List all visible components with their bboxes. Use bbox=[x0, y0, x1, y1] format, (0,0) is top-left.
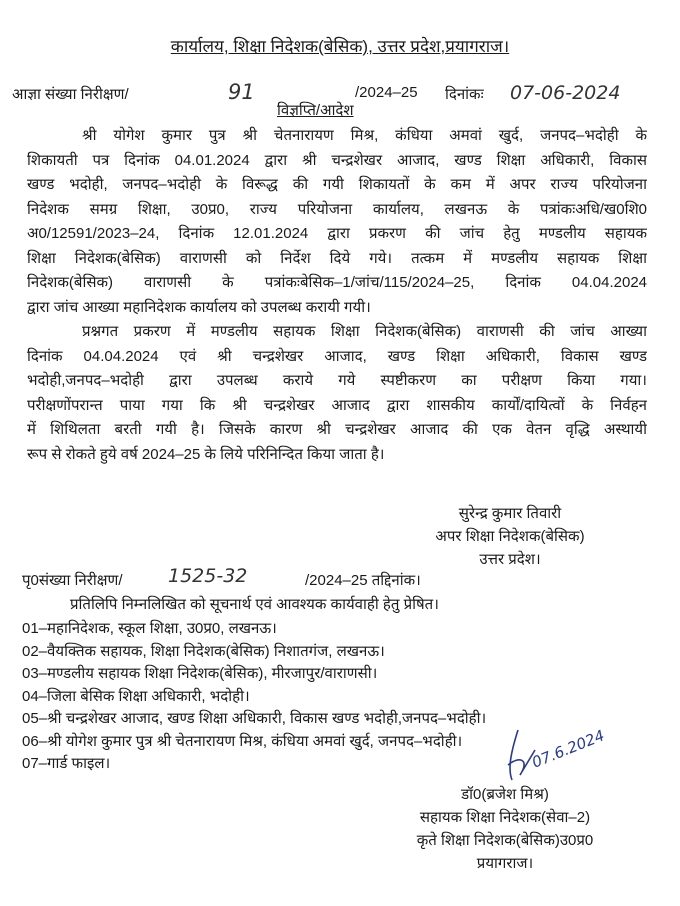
list-item: 04–जिला बेसिक शिक्षा अधिकारी, भदोही। bbox=[22, 687, 250, 705]
copy-intro: प्रतिलिपि निम्नलिखित को सूचनार्थ एवं आवश्यक कार्यवाही हेतु प्रेषित। bbox=[70, 596, 439, 613]
signatory-name: डॉ0(ब्रजेश मिश्र) bbox=[461, 786, 549, 803]
paragraph-line: दिनांक 04.04.2024 एवं श्री चन्द्रशेखर आजाद, खण्ड शिक्षा अधिकारी, विकास खण्ड bbox=[27, 347, 647, 365]
list-item: 07–गार्ड फाइल। bbox=[22, 755, 111, 772]
order-prefix: आज्ञा संख्या निरीक्षण/ bbox=[12, 86, 129, 103]
signatory-designation: अपर शिक्षा निदेशक(बेसिक) bbox=[435, 528, 585, 545]
office-title bbox=[0, 34, 680, 57]
paragraph-line: द्वारा जांच आख्या महानिदेशक कार्यालय को उपलब्ध करायी गयी। bbox=[27, 298, 371, 316]
order-date: 07-06-2024 bbox=[510, 82, 621, 104]
notice-heading: विज्ञप्ति/आदेश bbox=[277, 102, 354, 119]
paragraph-line: निदेशक समग्र शिक्षा, उ0प्र0, राज्य परियोजना कार्यालय, लखनऊ के पत्रांकःअधि/ख0शि0 bbox=[27, 200, 647, 218]
signatory-designation: सहायक शिक्षा निदेशक(सेवा–2) bbox=[419, 809, 591, 826]
office-title-text: कार्यालय, शिक्षा निदेशक(बेसिक), उत्तर प्रदेश,प्रयागराज। bbox=[170, 37, 510, 56]
list-item: 01–महानिदेशक, स्कूल शिक्षा, उ0प्र0, लखनऊ। bbox=[22, 620, 277, 637]
signatory-state: उत्तर प्रदेश। bbox=[479, 551, 541, 568]
order-number: 91 bbox=[228, 80, 255, 104]
paragraph-line: निदेशक(बेसिक) वाराणसी के पत्रांकःबेसिक–1/जांच/115/2024–25, दिनांक 04.04.2024 bbox=[27, 274, 647, 291]
list-item: 06–श्री योगेश कुमार पुत्र श्री चेतनारायण मिश्र, कंधिया अमवां खुर्द, जनपद–भदोही। bbox=[22, 732, 463, 750]
signatory-block-2 bbox=[390, 783, 620, 875]
date-label: दिनांकः bbox=[445, 86, 484, 103]
signatory-name: सुरेन्द्र कुमार तिवारी bbox=[458, 505, 562, 522]
copy-prefix: पृ0संख्या निरीक्षण/ bbox=[22, 572, 123, 589]
copy-number: 1525-32 bbox=[168, 565, 248, 587]
paragraph-line: में शिथिलता बरती गयी है। जिसके कारण श्री चन्द्रशेखर आजाद की एक वेतन वृद्धि अस्थायी bbox=[27, 421, 647, 438]
paragraph-line: भदोही,जनपद–भदोही द्वारा उपलब्ध कराये गये स्पष्टीकरण का परीक्षण किया गया। bbox=[27, 372, 647, 389]
signature-date: 07.6.2024 bbox=[529, 726, 607, 772]
paragraph-line: परीक्षणोंपरान्त पाया गया कि श्री चन्द्रशेखर आजाद द्वारा शासकीय कार्यों/दायित्वों के निर्वहन bbox=[27, 396, 647, 414]
paragraph-line: खण्ड भदोही, जनपद–भदोही के विरूद्ध की गयी शिकायतों के कम में अपर राज्य परियोजना bbox=[27, 176, 647, 193]
paragraph-line: श्री योगेश कुमार पुत्र श्री चेतनारायण मिश्र, कंधिया अमवां खुर्द, जनपद–भदोही के bbox=[82, 127, 647, 144]
list-item: 02–वैयक्तिक सहायक, शिक्षा निदेशक(बेसिक) निशातगंज, लखनऊ। bbox=[22, 642, 385, 660]
order-year: /2024–25 bbox=[355, 84, 418, 101]
signatory-block-1 bbox=[410, 502, 610, 571]
signatory-office: कृते शिक्षा निदेशक(बेसिक)उ0प्र0 bbox=[416, 832, 594, 849]
paragraph-line: प्रश्नगत प्रकरण में मण्डलीय सहायक शिक्षा निदेशक(बेसिक) वाराणसी की जांच आख्या bbox=[82, 323, 647, 340]
list-item: 03–मण्डलीय सहायक शिक्षा निदेशक(बेसिक), मीरजापुर/वाराणसी। bbox=[22, 665, 378, 682]
paragraph-line: शिकायती पत्र दिनांक 04.01.2024 द्वारा श्री चन्द्रशेखर आजाद, खण्ड शिक्षा अधिकारी, विकास bbox=[27, 151, 647, 169]
signatory-city: प्रयागराज। bbox=[476, 855, 534, 872]
copy-suffix: /2024–25 तद्दिनांक। bbox=[305, 572, 421, 589]
copy-list bbox=[22, 618, 486, 776]
paragraph-line: रूप से रोकते हुये वर्ष 2024–25 के लिये परिनिन्दित किया जाता है। bbox=[27, 445, 385, 463]
paragraph-line: अ0/12591/2023–24, दिनांक 12.01.2024 द्वारा प्रकरण की जांच हेतु मण्डलीय सहायक bbox=[27, 225, 647, 242]
list-item: 05–श्री चन्द्रशेखर आजाद, खण्ड शिक्षा अधिकारी, विकास खण्ड भदोही,जनपद–भदोही। bbox=[22, 710, 487, 727]
paragraph-line: शिक्षा निदेशक(बेसिक) वाराणसी को निर्देश दिये गये। तत्कम में मण्डलीय सहायक शिक्षा bbox=[27, 249, 647, 267]
